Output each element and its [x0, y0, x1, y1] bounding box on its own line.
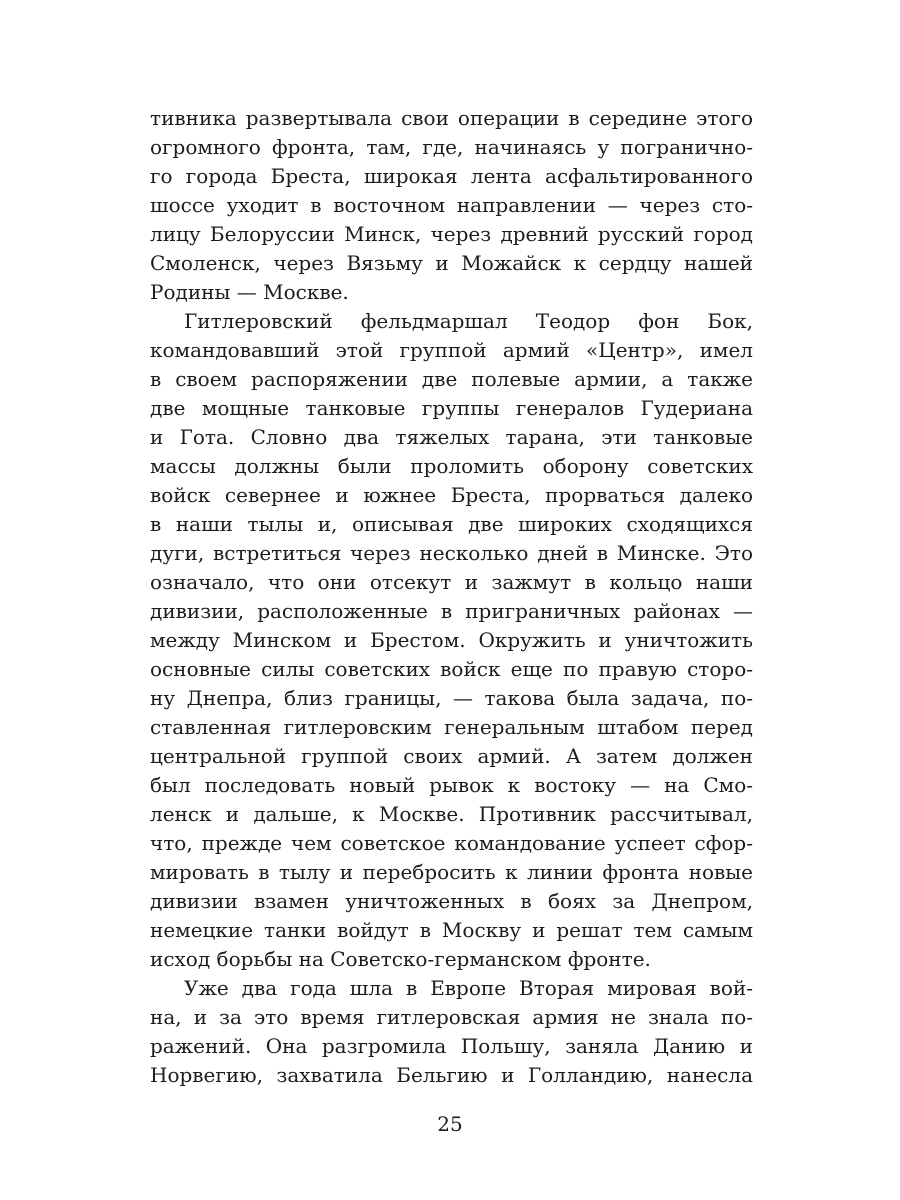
text-line: массы должны были проломить оборону советских: [150, 454, 753, 478]
text-line: войск севернее и южнее Бреста, прорваться далеко: [150, 483, 753, 507]
text-line: шоссе уходит в восточном направлении — через сто-: [150, 193, 753, 217]
text-line: ставленная гитлеровским генеральным штабом перед: [150, 715, 753, 739]
text-line: дивизии взамен уничтоженных в боях за Днепром,: [150, 889, 753, 913]
page-text-block: [150, 104, 753, 1090]
text-line: ражений. Она разгромила Польшу, заняла Данию и: [150, 1034, 753, 1058]
text-line: в наши тылы и, описывая две широких сходящихся: [150, 512, 753, 536]
text-line: мировать в тылу и перебросить к линии фронта новые: [150, 860, 753, 884]
text-line: дивизии, расположенные в приграничных районах —: [150, 599, 753, 623]
text-line: означало, что они отсекут и зажмут в кольцо наши: [150, 570, 753, 594]
text-line: тивника развертывала свои операции в середине этого: [150, 106, 753, 130]
text-line: две мощные танковые группы генералов Гудериана: [150, 396, 753, 420]
text-line: основные силы советских войск еще по правую сторо-: [150, 657, 753, 681]
text-line: Смоленск, через Вязьму и Можайск к сердцу нашей: [150, 251, 753, 275]
text-line: го города Бреста, широкая лента асфальтированного: [150, 164, 753, 188]
text-line: что, прежде чем советское командование успеет сфор-: [150, 831, 753, 855]
text-line: лицу Белоруссии Минск, через древний русский город: [150, 222, 753, 246]
page-number: 25: [437, 1112, 463, 1136]
text-line: исход борьбы на Советско-германском фронте.: [150, 947, 651, 971]
text-line: центральной группой своих армий. А затем должен: [150, 744, 753, 768]
text-line: огромного фронта, там, где, начинаясь у погранично-: [150, 135, 753, 159]
text-line: между Минском и Брестом. Окружить и уничтожить: [150, 628, 753, 652]
text-line: Гитлеровский фельдмаршал Теодор фон Бок,: [184, 309, 753, 333]
text-line: был последовать новый рывок к востоку — на Смо-: [150, 773, 753, 797]
text-line: ну Днепра, близ границы, — такова была задача, по-: [150, 686, 753, 710]
text-line: в своем распоряжении две полевые армии, а также: [150, 367, 753, 391]
text-line: Норвегию, захватила Бельгию и Голландию, нанесла: [150, 1063, 753, 1087]
text-line: командовавший этой группой армий «Центр», имел: [150, 338, 753, 362]
text-line: немецкие танки войдут в Москву и решат тем самым: [150, 918, 753, 942]
text-line: и Гота. Словно два тяжелых тарана, эти танковые: [150, 425, 753, 449]
text-line: Родины — Москве.: [150, 280, 349, 304]
text-line: Уже два года шла в Европе Вторая мировая вой-: [184, 976, 753, 1000]
text-line: дуги, встретиться через несколько дней в Минске. Это: [150, 541, 753, 565]
text-line: на, и за это время гитлеровская армия не знала по-: [150, 1005, 753, 1029]
text-line: ленск и дальше, к Москве. Противник рассчитывал,: [150, 802, 753, 826]
